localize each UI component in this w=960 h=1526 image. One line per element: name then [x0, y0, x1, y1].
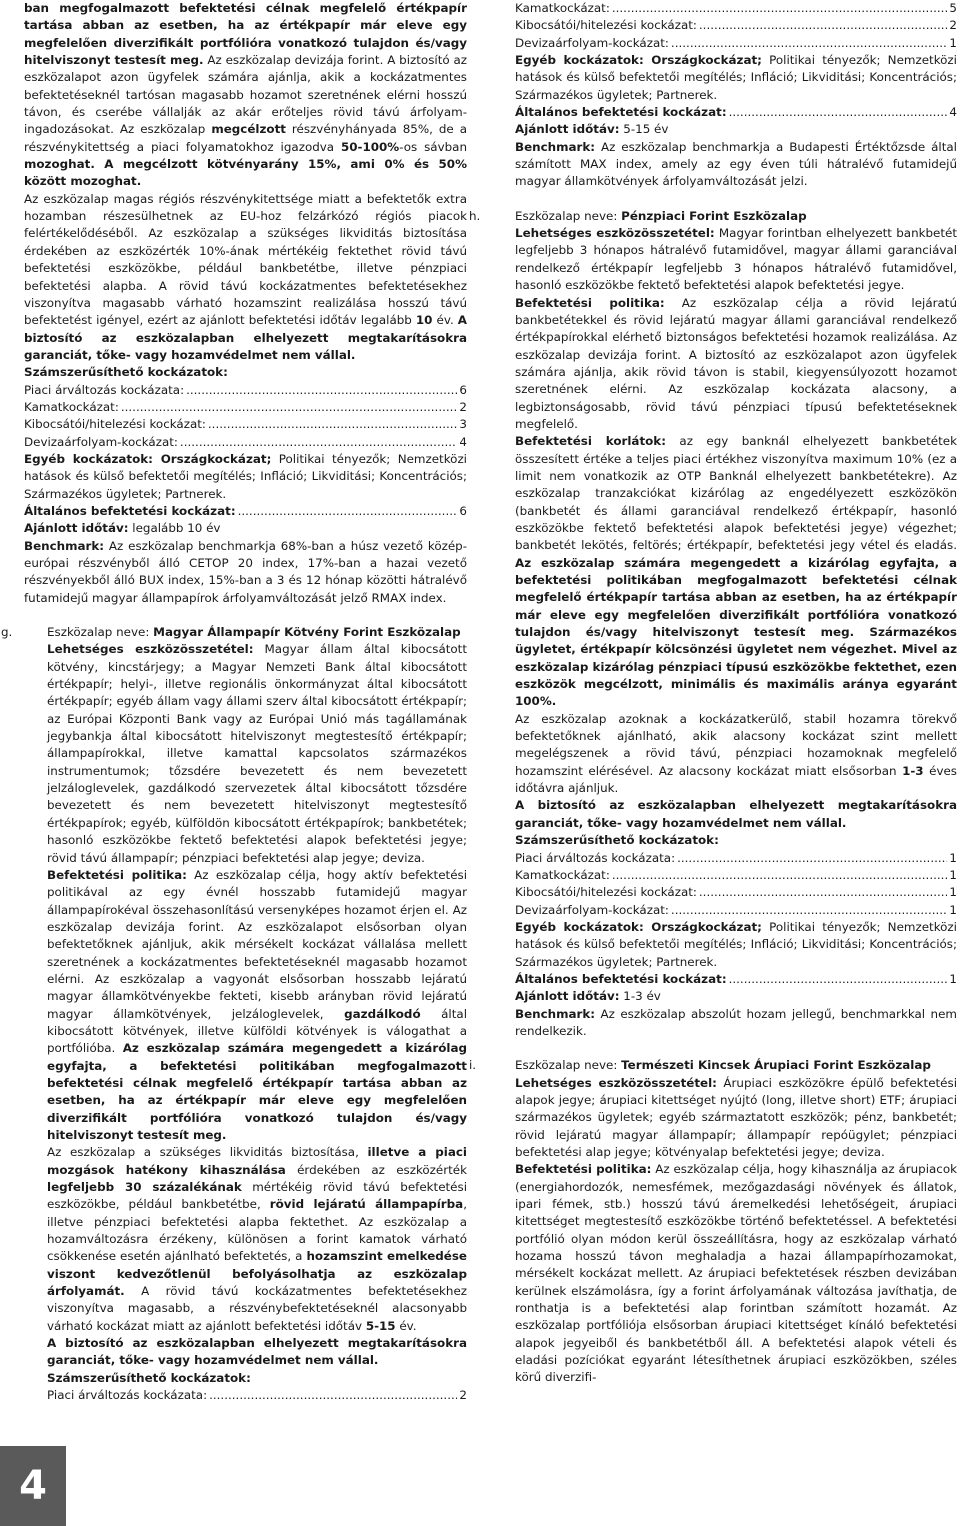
- risk-row: Devizaárfolyam-kockázat: ..... 4: [24, 434, 467, 451]
- other-risks: Egyéb kockázatok: Országkockázat; Politikai tényezők; Nemzetközi hatások és külső befektetői megítélés; Infláció; Likviditási; Koncentrációs; Származékos ügyletek; Partnerek.: [24, 451, 467, 501]
- risk-row: Kibocsátói/hitelezési kockázat: ..... 3: [24, 416, 467, 433]
- fund-g: [1, 624, 468, 1404]
- risk-row: Devizaárfolyam-kockázat: ..... 1: [515, 35, 957, 52]
- recommended-horizon: Ajánlott időtáv: legalább 10 év: [24, 521, 221, 536]
- fund-limits: Befektetési korlátok: az egy banknál elhelyezett bankbetétek összesített értéke a teljes piaci értékhez viszonyítva maximum 10% (ez a limit nem vonatkozik az OTP Banknál elhelyezett bankbetétekre). Az eszközalap tranzakciókat kizárólag az engedélyezett eszközökön (bankbetét és állami garanciával rendelkező értékpapír, hasonló eszközökbe fektető befektetési alapok befektetési jegye) végezhet; bankbetét lekötés, feltörés; értékpapír, befektetési jegy vétel és eladás. Az eszközalap számára megengedett a kizárólag egyfajta, a befektetési politikában megfogalmazott befektetési célnak megfelelő értékpapír tartása abban az esetben, ha az értékpapír már eleve egy megfelelően diverzifikált portfólióra vonatkozó tulajdon és/vagy hitelviszonyt testesít meg. Származékos ügyletet, értékpapír kölcsönzési ügyletet nem végezhet. Mivel az eszközalap kizárólag pénzpiaci típusú eszközökbe fektethet, ezen eszközök megcélzott, minimális és maximális aránya egyaránt 100%.: [515, 434, 957, 709]
- regional-paragraph: Az eszközalap magas régiós részvénykitettsége miatt a befektetők extra hozamban részesülhetnek az EU-hoz felzárkózó régiós piacok felértékelődéséből. Az eszközalap a szükséges likviditás biztosítása érdekében az eszközérték 10%-ának mértékéig fektethet rövid távú befektetési eszközökbe, például bankbetétbe, illetve pénzpiaci befektetési alapba. A rövid távú kockázatmentes befektetésekhez viszonyítva magasabb várható hozamszint realizálása hosszú távú befektetést igényel, ezért az ajánlott befektetési időtáv legalább 10 év. A biztosító az eszközalapban elhelyezett megtakarításokra garanciát, tőke- vagy hozamvédelmet nem vállal.: [24, 191, 467, 362]
- risk-row: Piaci árváltozás kockázata: ..... 1: [515, 850, 957, 867]
- fund-h: [469, 208, 957, 1041]
- benchmark: Benchmark: Az eszközalap benchmarkja a Budapesti Értéktőzsde által számított MAX index, amely az egy éven túli hátralévő futamidejű magyar államkötvények árfolyamváltozását jelzi.: [515, 139, 957, 189]
- risk-row: Kibocsátói/hitelezési kockázat: ..... 2: [515, 17, 957, 34]
- right-column: [469, 0, 957, 1387]
- other-risks: Egyéb kockázatok: Országkockázat; Politikai tényezők; Nemzetközi hatások és külső befektetői megítélés; Infláció; Likviditási; Koncentrációs; Származékos ügyletek; Partnerek.: [515, 919, 957, 969]
- risk-list: [24, 382, 467, 451]
- page-number: 4: [0, 1446, 66, 1526]
- risk-row: Devizaárfolyam-kockázat: ..... 1: [515, 902, 957, 919]
- intro-paragraph: ban megfogalmazott befektetési célnak megfelelő értékpapír tartása abban az esetben, ha az értékpapír már eleve egy megfelelően diverzifikált portfólióra vonatkozó tulajdon és/vagy hitelviszonyt testesít meg. Az eszközalap devizája forint. A biztosító az eszközalapot azon ügyfelek számára ajánlja, akik a kockázatmentes befektetéseknél tartósan magasabb hozamot szeretnének elérni hosszú távon, és cserébe vállalják az akár erőteljes rövid távú árfolyam-ingadozásokat. Az eszközalap megcélzott részvényhányada 85%, de a részvénykitettség a piaci folyamatokhoz igazodva 50-100%-os sávban mozoghat. A megcélzott kötvényarány 15%, ami 0% és 50% között mozoghat.: [24, 1, 467, 189]
- risk-row: Kibocsátói/hitelezési kockázat: ..... 1: [515, 884, 957, 901]
- fund-name: Eszközalap neve: Természeti Kincsek Árupiaci Forint Eszközalap: [515, 1058, 931, 1073]
- recommended-horizon: Ajánlott időtáv: 5-15 év: [515, 122, 669, 137]
- fund-policy: Befektetési politika: Az eszközalap célja a rövid lejáratú bankbetétekkel és rövid lejáratú magyar állami garanciával rendelkező értékpapírokkal elérhető biztonságos befektetési hozamok realizálása. Az eszközalap devizája forint. A biztosító az eszközalapot azon ügyfelek számára ajánlja, akik rövid távon is stabil, kiegyensúlyozott hozamot szeretnének elérni. Az eszközalap kockázata alacsony, a legbiztonságosabb, rövid távú pénzpiaci típusú befektetéseknek megfelelő.: [515, 295, 957, 431]
- fund-guarantee: A biztosító az eszközalapban elhelyezett megtakarításokra garanciát, tőke- vagy hozamvédelmet nem vállal.: [47, 1336, 467, 1368]
- fund-i: [469, 1057, 957, 1387]
- risk-title: Számszerűsíthető kockázatok:: [47, 1370, 251, 1385]
- risk-row: Piaci árváltozás kockázata: ..... 2: [47, 1387, 467, 1404]
- risk-row: Kamatkockázat: ..... 2: [24, 399, 467, 416]
- fund-name: Eszközalap neve: Magyar Állampapír Kötvény Forint Eszközalap: [47, 625, 461, 640]
- recommended-horizon: Ajánlott időtáv: 1-3 év: [515, 989, 661, 1004]
- left-column: [1, 0, 468, 1405]
- general-risk-row: Általános befektetési kockázat: ..... 1: [515, 971, 957, 988]
- risk-title: Számszerűsíthető kockázatok:: [515, 833, 719, 848]
- other-risks: Egyéb kockázatok: Országkockázat; Politikai tényezők; Nemzetközi hatások és külső befektetői megítélés; Infláció; Likviditási; Koncentrációs; Származékos ügyletek; Partnerek.: [515, 53, 957, 102]
- risk-row: Kamatkockázat: ..... 5: [515, 0, 957, 17]
- fund-marker: h.: [469, 208, 481, 223]
- risk-title: Számszerűsíthető kockázatok:: [24, 365, 228, 380]
- fund-marker: g.: [1, 625, 13, 640]
- fund-policy: Befektetési politika: Az eszközalap célja, hogy aktív befektetési politikával az egy évnél hosszabb futamidejű magyar állampapírokéval összehasonlítású versenyképes hozamot érjen el. Az eszközalap devizája forint. Az eszközalapot elsősorban olyan befektetőknek ajánljuk, akik mérsékelt kockázat vállalása mellett szeretnének a kockázatmentes befektetéseknél magasabb hozamot elérni. Az eszközalap a vagyonát elsősorban hosszabb lejáratú magyar államkötvényekbe fekteti, kisebb arányban rövid lejáratú magyar államkötvények, jelzáloglevelek, gazdálkodó által kibocsátott kötvények, illetve külföldi kötvények is válogathat a portfólióba. Az eszközalap számára megengedett a kizárólag egyfajta, a befektetési politikában megfogalmazott befektetési célnak megfelelő értékpapír tartása abban az esetben, ha az értékpapír már eleve egy megfelelően diverzifikált portfólióra vonatkozó tulajdon és/vagy hitelviszonyt testesít meg.: [47, 867, 468, 1142]
- fund-guarantee: A biztosító az eszközalapban elhelyezett megtakarításokra garanciát, tőke- vagy hozamvédelmet nem vállal.: [515, 798, 957, 830]
- fund-composition: Lehetséges eszközösszetétel: Magyar állam által kibocsátott kötvény, kincstárjegy; a Magyar Nemzeti Bank által kibocsátott értékpapír; helyi-, illetve regionális önkormányzat által kibocsátott értékpapír; egyéb állam vagy állami szerv által kibocsátott értékpapír; az Európai Központi Bank vagy az Európai Unió más tagállamának jegybankja által kibocsátott hitelviszonyt megtestesítő értékpapír; állampapírokkal, illetve kamattal kapcsolatos származékos instrumentumok; tőzsdére bevezetett és nem bevezetett jelzáloglevelek, gazdálkodó szervezetek által kibocsátott tőzsdére bevezetett és nem bevezetett hitelviszonyt megtestesítő értékpapírok; egyéb, külföldön kibocsátott értékpapírok; bankbetétek; hasonló eszközökbe fektető befektetési alapok befektetési jegye; rövid távú állampapír; pénzpiaci befektetési alap jegye; deviza.: [47, 642, 467, 865]
- fund-composition: Lehetséges eszközösszetétel: Magyar forintban elhelyezett bankbetét legfeljebb 3 hónapos hátralévő futamidővel, magyar állami garanciával rendelkező értékpapír legfeljebb 3 hónapos hátralévő futamidővel, hasonló eszközökbe fektető befektetési alapok befektetési jegye.: [515, 226, 957, 293]
- fund-marker: i.: [469, 1058, 477, 1073]
- fund-liquidity: Az eszközalap a szükséges likviditás biztosítása, illetve a piaci mozgások hatékony kihasználása érdekében az eszközérték legfeljebb 30 százalékának mértékéig rövid távú befektetési eszközökbe, például bankbetétbe, rövid lejáratú állampapírba, illetve pénzpiaci befektetési alapba fektethet. Az eszközalap a hozamváltozásra érzékeny, különösen a forint kamatok várható csökkenése esetén ajánlható befektetés, a hozamszint emelkedése viszont kedvezőtlenül befolyásolhatja az eszközalap árfolyamát. A rövid távú kockázatmentes befektetésekhez viszonyítva magasabb, a részvénybefektetéseknél alacsonyabb várható kockázat miatt az ajánlott befektetési időtáv 5-15 év.: [47, 1145, 467, 1333]
- fund-policy: Befektetési politika: Az eszközalap célja, hogy kihasználja az árupiacok (energiahordozók, nemesfémek, mezőgazdasági növények és állatok, ipari fémek, stb.) hosszú távú áremelkedési lehetőségeit, árupiaci kitettséget megtestesítő eszközökbe történő befektetéssel. A befektetési portfólió olyan módon kerül összeállításra, hogy az eszközalap várható hozama hosszú távon meghaladja a hazai állampapírhozamokat, mérsékelt kockázat mellett. Az árupiaci befektetések részben devizában kerülnek elszámolásra, így a forint árfolyamának változása javíthatja, de ronthatja is a befektetési alap forintban számított hozamát. Az eszközalap portfóliója elsősorban árupiaci kitettséget kínáló befektetési alapok jegyeiből és bankbetétből áll. A befektetési alapok vételi és eladási pozíciókat egyaránt létesíthetnek árupiaci eszközökben, széles körű diverzifi-: [515, 1162, 957, 1385]
- fund-name: Eszközalap neve: Pénzpiaci Forint Eszközalap: [515, 208, 807, 223]
- general-risk-row: Általános befektetési kockázat: ..... 4: [515, 104, 957, 121]
- fund-g-continued: [492, 0, 957, 191]
- risk-row: Kamatkockázat: ..... 1: [515, 867, 957, 884]
- fund-composition: Lehetséges eszközösszetétel: Árupiaci eszközökre épülő befektetési alapok jegye; árupiaci kitettséget nyújtó (long, illetve short) ETF; árupiaci származékos ügyletek; egyéb származtatott eszközök; pénz, bankbetét; rövid lejáratú magyar állampapír; állampapír repóügylet; pénzpiaci befektetési alap jegye; kötvényalap befektetési jegye; deviza.: [515, 1075, 957, 1159]
- benchmark: Benchmark: Az eszközalap abszolút hozam jellegű, benchmarkkal nem rendelkezik.: [515, 1006, 957, 1038]
- benchmark: Benchmark: Az eszközalap benchmarkja 68%-ban a húsz vezető közép-európai részvényből álló CETOP 20 index, 17%-ban a hazai vezető részvényekből álló BUX index, 15%-ban a 3 és 12 hónap közötti hátralévő futamidejű magyar állampapírok árfolyamváltozását jelző RMAX index.: [24, 538, 467, 605]
- fund-target-investors: Az eszközalap azoknak a kockázatkerülő, stabil hozamra törekvő befektetőknek ajánlható, akik alacsony kockázat szint mellett megelégszenek a rövid távú, pénzpiaci hozamoknak megfelelő hozamszint elérésével. Az alacsony kockázat miatt elsősorban 1-3 éves időtávra ajánljuk.: [515, 711, 957, 796]
- general-risk-row: Általános befektetési kockázat: ..... 6: [24, 503, 467, 520]
- risk-row: Piaci árváltozás kockázata: ..... 6: [24, 382, 467, 399]
